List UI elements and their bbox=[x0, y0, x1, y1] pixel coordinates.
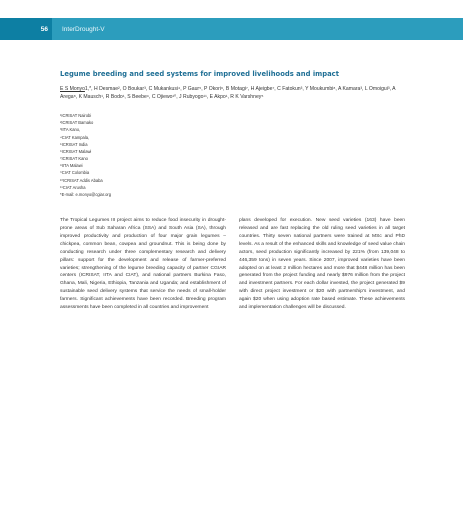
abstract-column-right: plans developed for execution. New seed varieties (163) have been released and are fast replacing the old ruling seed varieties in all target countries. Thirty seven national partners were trained at MSc and PhD levels. As a result of the enhanced skills and knowledge of seed value chain actors, seed production significantly increased by 221% (from 139,048 to 446,359 tons) in seven years. Since 2007, improved varieties have been adopted on at least 2 million hectares and more that $448 million has been generated from the project funding and nearly $976 million from the project and investment partners. For each dollar invested, the project generated $9 with direct project investment or $20 with partnership's investment, and again $20 when using adoption rate based estimate. These achievements and implementation challenges will be discussed. bbox=[239, 217, 405, 311]
running-header bbox=[52, 18, 463, 40]
affiliation-item: ⁵ICRISAT India bbox=[60, 141, 88, 147]
affiliation-item: ⁴CIAT Kampala, bbox=[60, 134, 90, 140]
page-number: 56 bbox=[40, 25, 48, 33]
page-number-box bbox=[0, 18, 52, 40]
affiliation-item: ⁷ICRISAT Kano bbox=[60, 156, 88, 162]
affiliation-item: ¹¹CIAT Arusha bbox=[60, 184, 86, 190]
affiliation-item: ¹ICRISAT Nairobi bbox=[60, 113, 92, 119]
paper-title: Legume breeding and seed systems for improved livelihoods and impact bbox=[60, 70, 339, 78]
affiliation-item: ²ICRISAT Bamako bbox=[60, 120, 94, 126]
header-bar bbox=[0, 18, 463, 40]
author-list bbox=[60, 85, 405, 101]
abstract-body bbox=[60, 212, 405, 317]
affiliation-list bbox=[60, 112, 405, 198]
affiliation-item: ³IITA Kano, bbox=[60, 127, 81, 133]
affiliation-item: ⁸IITA Malawi bbox=[60, 163, 83, 169]
abstract-column-left: The Tropical Legumes III project aims to reduce food insecurity in drought-prone areas of Sub Saharan Africa (SSA) and South Asia (SA), through improved productivity and production of four major grain legumes – chickpea, common bean, cowpea and groundnut. This is being done by conducting research under three complementary research and delivery pillars: support for the development and release of farmer-preferred varieties; strengthening of the legume breeding capacity of partner CGIAR centers (ICRISAT, IITA and CIAT), and national partners Burkina Faso, Ghana, Mali, Nigeria, Ethiopia, Tanzania and Uganda; and establishment of sustainable seed delivery systems that service the needs of small-holder farmers. Significant achievements have been recorded. Breeding program assessments have been completed in all countries and improvement bbox=[60, 217, 226, 311]
running-title: InterDrought-V bbox=[62, 25, 105, 33]
author-list-rest: 1,*, H Desmae², O Boukar³, C Mukankusi⁴, P Gaur⁵, P Okori⁶, B Motagi⁷, H Ajeigbe⁷, C Fatokun³, Y Moukumbi⁸, A Kamara³, L Omoigui³, A Arega⁸, K Mausch¹, R Bodo¹, S Beebe⁹, C Ojiewo¹⁰, J Rubyogo¹¹, E Akpo¹, R K Varshney⁵ bbox=[60, 85, 396, 100]
affiliation-item: ⁹CIAT Colombia bbox=[60, 170, 90, 176]
presenting-author: E S Monyo bbox=[60, 85, 85, 92]
contact-email: *E-mail: e.monyo@cgiar.org bbox=[60, 191, 112, 197]
affiliation-item: ¹⁰ICRISAT Addis Ababa bbox=[60, 177, 103, 183]
affiliation-item: ⁶ICRISAT Malawi bbox=[60, 148, 92, 154]
paper-content bbox=[60, 70, 405, 317]
